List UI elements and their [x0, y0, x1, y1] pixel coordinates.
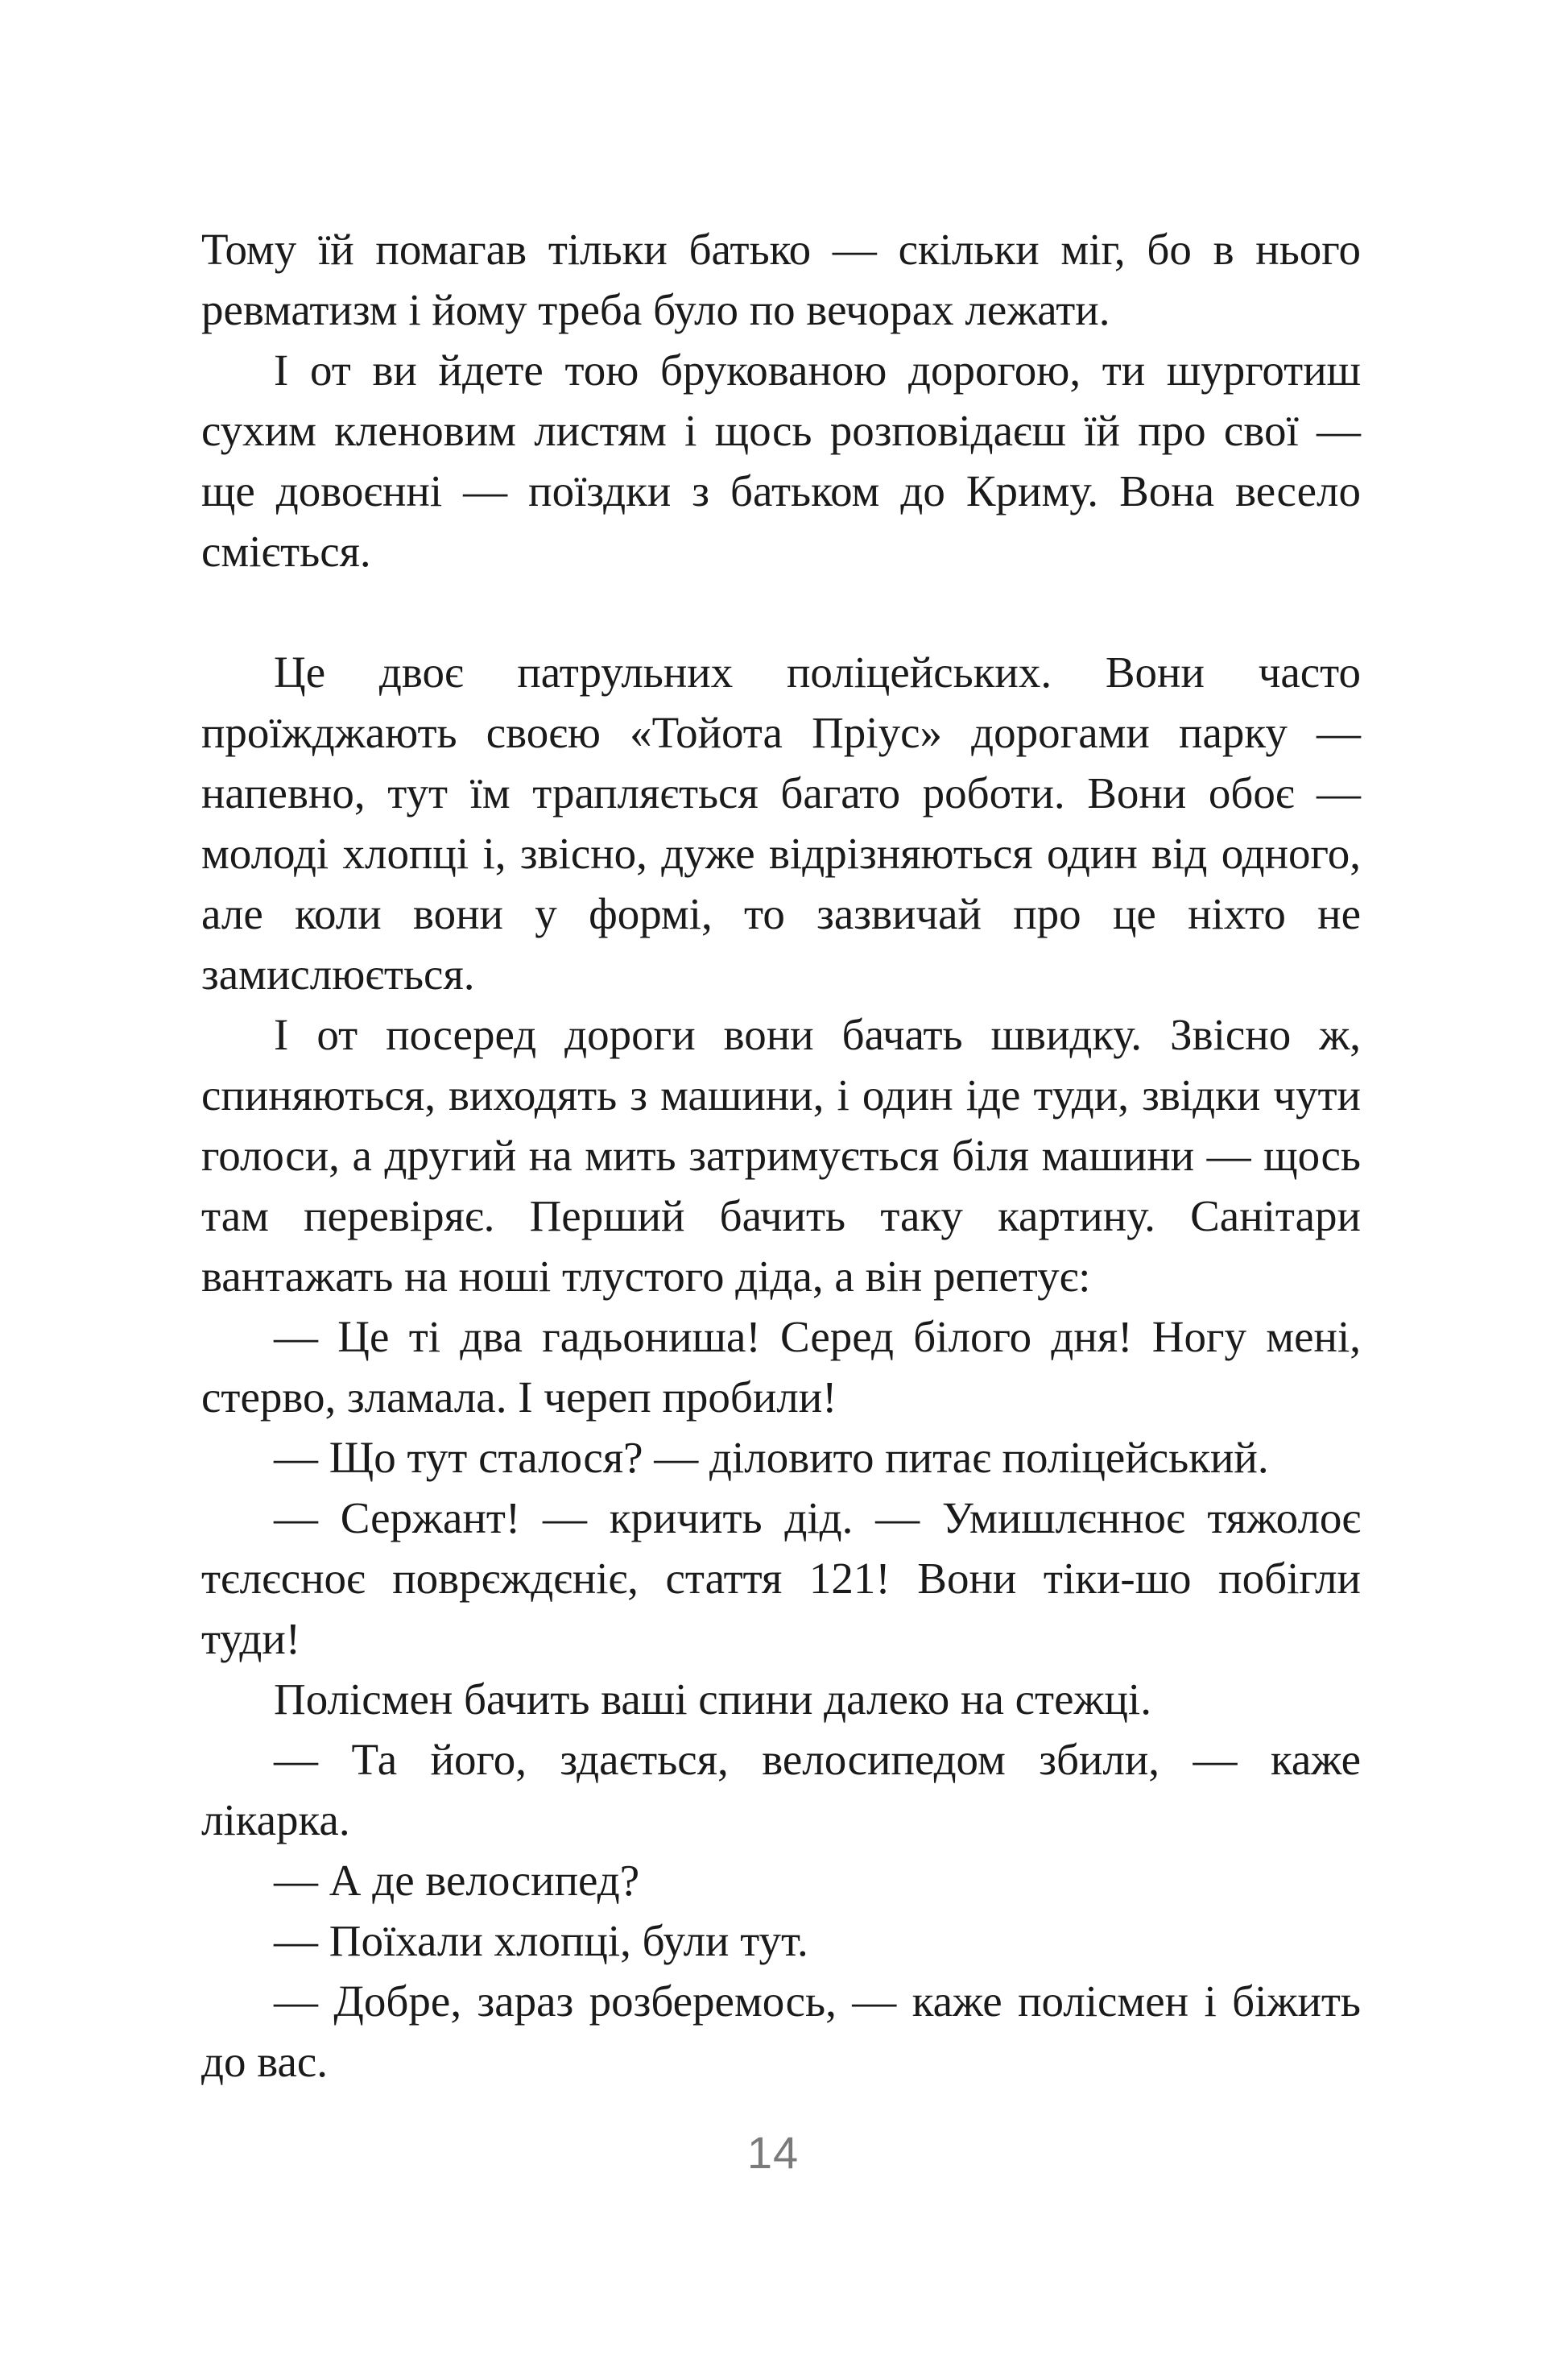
paragraph: — Це ті два гадьониша! Серед білого дня! Ногу мені, стерво, зламала. І череп пробили! [201, 1312, 1361, 1422]
paragraph: Це двоє патрульних поліцейських. Вони часто проїжджають своєю «Тойота Пріус» дорогами парку — напевно, тут їм трапляється багато роботи. Вони обоє — молоді хлопці і, звісно, дуже відрізняються один від одного, але коли вони у формі, то зазвичай про це ніхто не замислюється. [201, 648, 1361, 999]
paragraph: — Та його, здається, велосипедом збили, — каже лікарка. [201, 1735, 1361, 1844]
paragraph: — Сержант! — кричить дід. — Умишлєнноє тяжолоє тєлєсноє поврєждєніє, стаття 121! Вони тіки-шо побігли туди! [201, 1493, 1361, 1663]
paragraph: — Поїхали хлопці, були тут. [274, 1916, 808, 1965]
paragraph: Тому їй помагав тільки батько — скільки міг, бо в нього ревматизм і йому треба було по вечорах лежати. [201, 225, 1361, 334]
body-text [201, 219, 1361, 2092]
paragraph: — Добре, зараз розберемось, — каже полісмен і біжить до вас. [201, 1976, 1361, 2086]
page-number: 14 [746, 2127, 800, 2178]
section-break [201, 582, 1361, 642]
paragraph: І от посеред дороги вони бачать швидку. Звісно ж, спиняються, виходять з машини, і один іде туди, звідки чути голоси, а другий на мить затримується біля машини — щось там перевіряє. Перший бачить таку картину. Санітари вантажать на ноші тлустого діда, а він репетує: [201, 1010, 1361, 1301]
paragraph: — Що тут сталося? — діловито питає поліцейський. [274, 1433, 1269, 1482]
paragraph: Полісмен бачить ваші спини далеко на стежці. [274, 1674, 1151, 1724]
paragraph: — А де велосипед? [274, 1856, 640, 1905]
paragraph: І от ви йдете тою брукованою дорогою, ти шурготиш сухим кленовим листям і щось розповідаєш їй про свої — ще довоєнні — поїздки з батьком до Криму. Вона весело сміється. [201, 346, 1361, 576]
